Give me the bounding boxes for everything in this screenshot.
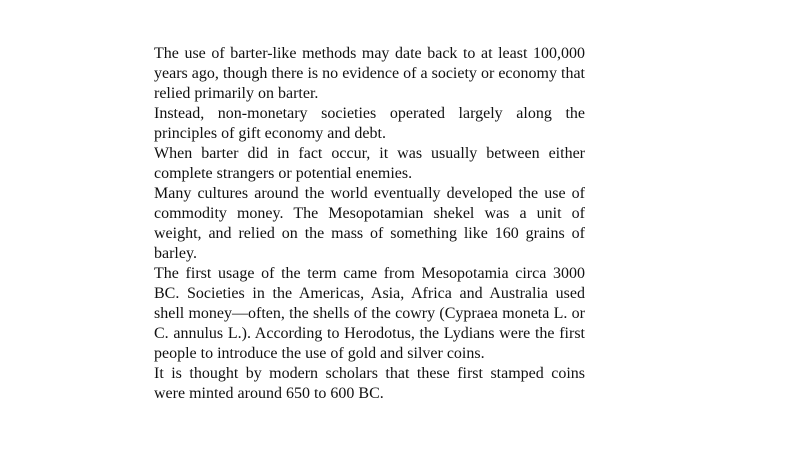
paragraph: When barter did in fact occur, it was usually between either complete strangers or potential enemies.	[154, 145, 585, 182]
paragraph: It is thought by modern scholars that these first stamped coins were minted around 650 to 600 BC.	[154, 365, 585, 402]
paragraph: The use of barter-like methods may date back to at least 100,000 years ago, though there is no evidence of a society or economy that relied primarily on barter.	[154, 45, 585, 102]
paragraph: The first usage of the term came from Mesopotamia circa 3000 BC. Societies in the Americas, Asia, Africa and Australia used shell money—often, the shells of the cowry (Cypraea moneta L. or C. annulus L.). According to Herodotus, the Lydians were the first people to introduce the use of gold and silver coins.	[154, 265, 585, 362]
document-body	[154, 44, 585, 404]
paragraph: Many cultures around the world eventually developed the use of commodity money. The Mesopotamian shekel was a unit of weight, and relied on the mass of something like 160 grains of barley.	[154, 185, 585, 262]
paragraph: Instead, non-monetary societies operated largely along the principles of gift economy and debt.	[154, 105, 585, 142]
